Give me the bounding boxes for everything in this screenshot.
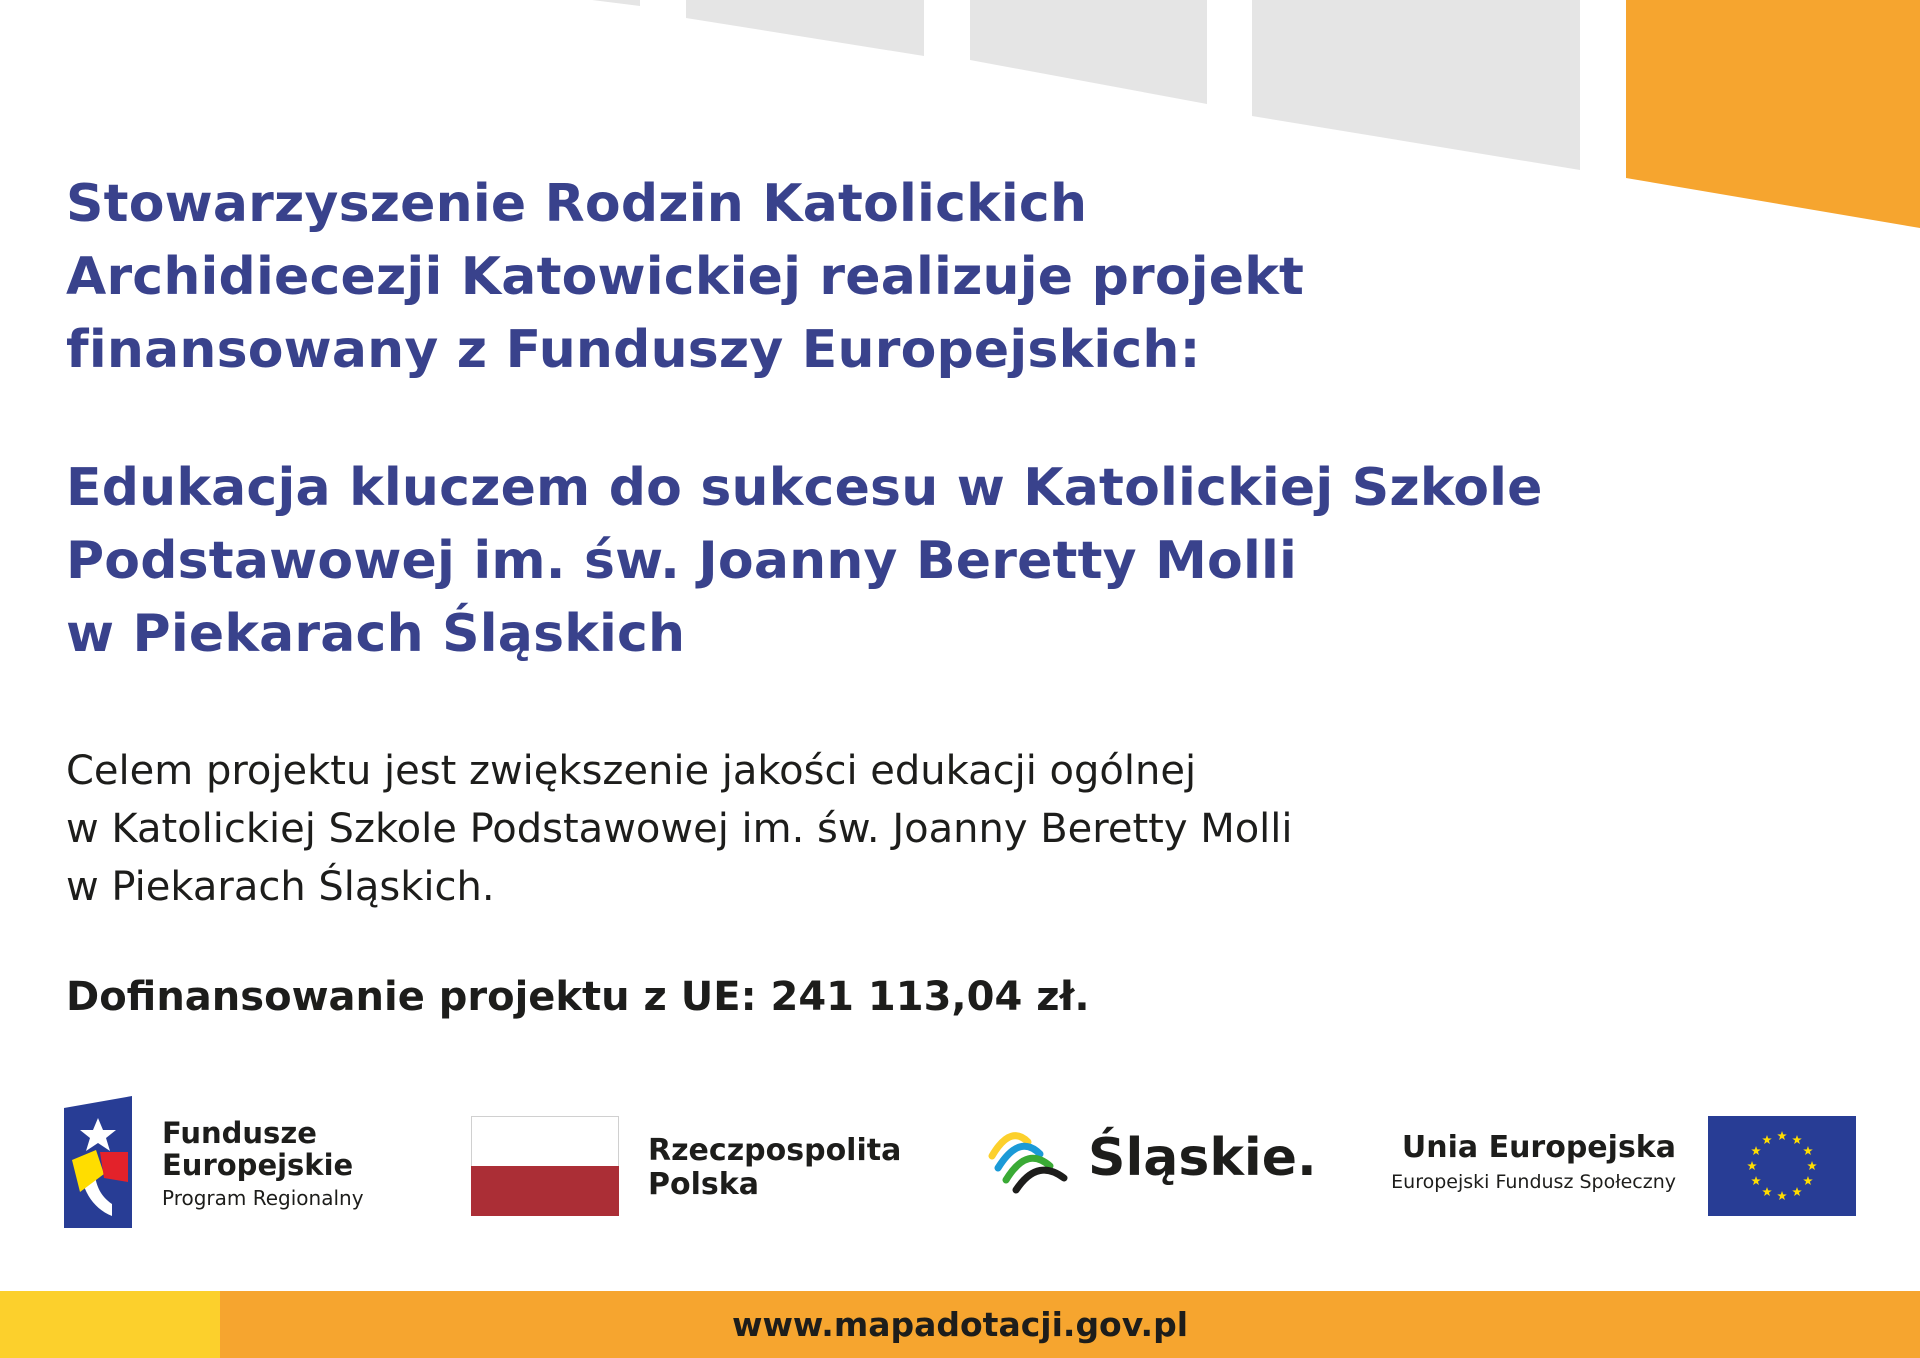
goal-line: Celem projektu jest zwiększenie jakości edukacji ogólnej — [66, 748, 1197, 794]
grey-block-2 — [686, 0, 924, 56]
fundusze-europejskie-logo — [64, 1096, 132, 1228]
project-title — [66, 452, 1543, 671]
project-goal — [66, 742, 1293, 916]
fe-line-3: Program Regionalny — [162, 1186, 364, 1210]
funding-amount: Dofinansowanie projektu z UE: 241 113,04 zł. — [66, 974, 1090, 1020]
project-title-line: w Piekarach Śląskich — [66, 604, 686, 664]
polish-flag — [471, 1116, 619, 1216]
orange-corner — [1626, 0, 1920, 228]
intro-heading — [66, 168, 1304, 387]
rzeczpospolita-polska-text — [648, 1134, 901, 1202]
ue-line-1: Unia Europejska — [1401, 1130, 1676, 1165]
grey-block-3 — [970, 0, 1207, 104]
pl-line-2: Polska — [648, 1167, 759, 1202]
fe-line-1: Fundusze — [162, 1116, 317, 1150]
slaskie-waves-logo — [988, 1128, 1074, 1196]
goal-line: w Katolickiej Szkole Podstawowej im. św. Joanny Beretty Molli — [66, 806, 1293, 852]
grey-block-4 — [1252, 0, 1580, 170]
project-title-line: Podstawowej im. św. Joanny Beretty Molli — [66, 531, 1298, 591]
intro-line: finansowany z Funduszy Europejskich: — [66, 320, 1201, 380]
unia-europejska-text — [1300, 1130, 1676, 1193]
footer-url[interactable]: www.mapadotacji.gov.pl — [731, 1305, 1189, 1344]
ue-line-2: Europejski Fundusz Społeczny — [1391, 1171, 1676, 1193]
grey-block-1 — [592, 0, 640, 6]
slaskie-label: Śląskie. — [1088, 1128, 1317, 1188]
intro-line: Stowarzyszenie Rodzin Katolickich — [66, 174, 1088, 234]
fundusze-europejskie-text — [162, 1117, 364, 1210]
intro-line: Archidiecezji Katowickiej realizuje projekt — [66, 247, 1305, 307]
fe-line-2: Europejskie — [162, 1148, 354, 1182]
footer-bar — [0, 1291, 1920, 1358]
project-title-line: Edukacja kluczem do sukcesu w Katolickiej Szkole — [66, 458, 1543, 518]
pl-line-1: Rzeczpospolita — [648, 1133, 902, 1168]
eu-flag — [1708, 1116, 1856, 1216]
goal-line: w Piekarach Śląskich. — [66, 864, 495, 910]
